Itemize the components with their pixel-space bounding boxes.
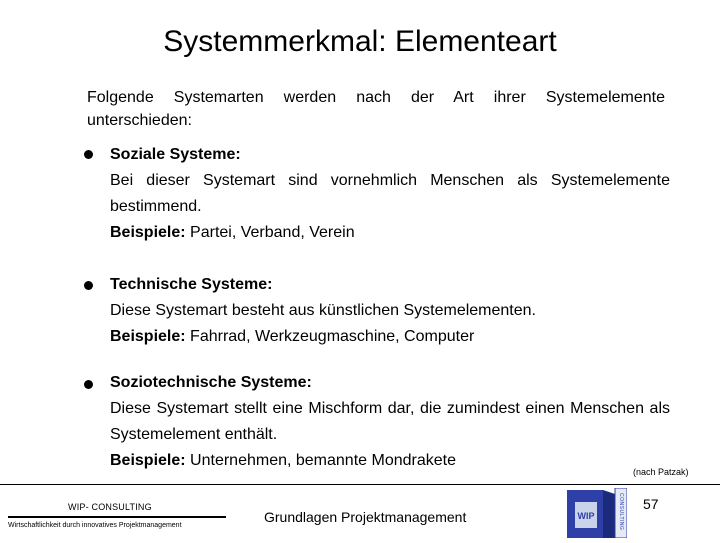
examples-label: Beispiele: xyxy=(110,224,186,241)
bullet-dot-2 xyxy=(84,281,93,290)
bullet-text: Diese Systemart stellt eine Mischform dar, die zumindest einen Menschen als Systemelement enthält. xyxy=(110,400,670,443)
bullet-examples xyxy=(110,448,670,474)
bullet-dot-1 xyxy=(84,150,93,159)
footer-tagline: Wirtschaftlichkeit durch innovatives Projektmanagement xyxy=(8,522,182,529)
footer-org: WIP- CONSULTING xyxy=(68,502,152,512)
bullet-technical-systems xyxy=(110,272,670,350)
bullet-heading: Soziale Systeme: xyxy=(110,146,241,163)
bullet-social-systems xyxy=(110,142,670,246)
wip-logo-graphic xyxy=(567,488,627,538)
svg-text:CONSULTING: CONSULTING xyxy=(618,493,624,531)
bullet-text: Diese Systemart besteht aus künstlichen Systemelementen. xyxy=(110,302,536,319)
wip-logo xyxy=(567,488,627,538)
bullet-heading: Soziotechnische Systeme: xyxy=(110,374,312,391)
intro-text: Folgende Systemarten werden nach der Art ihrer Systemelemente unterschieden: xyxy=(87,89,665,129)
examples-label: Beispiele: xyxy=(110,452,186,469)
footer-divider xyxy=(0,484,720,485)
slide-title: Systemmerkmal: Elementeart xyxy=(163,25,557,58)
bullet-dot-3 xyxy=(84,380,93,389)
examples-values: Partei, Verband, Verein xyxy=(185,224,355,241)
examples-values: Fahrrad, Werkzeugmaschine, Computer xyxy=(185,328,475,345)
footer-course-title: Grundlagen Projektmanagement xyxy=(264,509,467,525)
bullet-examples xyxy=(110,324,670,350)
page-number: 57 xyxy=(643,496,659,512)
examples-values: Unternehmen, bemannte Mondrakete xyxy=(185,452,456,469)
svg-text:WIP: WIP xyxy=(577,511,595,521)
examples-label: Beispiele: xyxy=(110,328,186,345)
bullet-text: Bei dieser Systemart sind vornehmlich Menschen als Systemelemente bestimmend. xyxy=(110,172,670,215)
bullet-sociotechnical-systems xyxy=(110,370,670,474)
bullet-examples xyxy=(110,220,670,246)
bullet-heading: Technische Systeme: xyxy=(110,276,273,293)
footer-underline xyxy=(8,516,226,518)
source-note: (nach Patzak) xyxy=(633,467,689,477)
